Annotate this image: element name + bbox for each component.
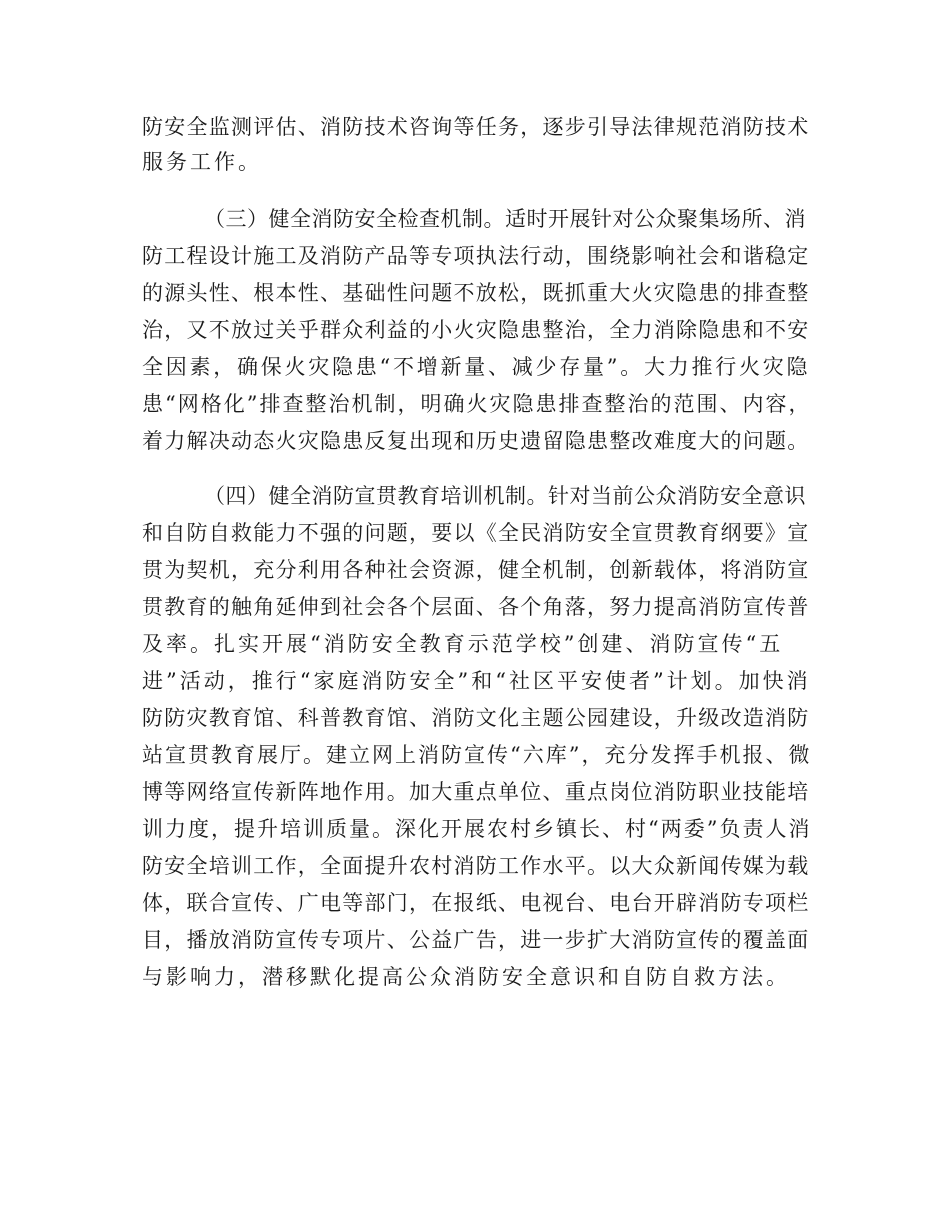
text-line: 服务工作。 bbox=[142, 150, 262, 174]
text-line: 与影响力，潜移默化提高公众消防安全意识和自防自救方法。 bbox=[142, 965, 790, 989]
text-line: 站宣贯教育展厅。建立网上消防宣传“六库”，充分发挥手机报、微 bbox=[142, 743, 812, 767]
text-line: 患“网格化”排查整治机制，明确火灾隐患排查整治的范围、内容， bbox=[142, 392, 812, 416]
text-line: 和自防自救能力不强的问题，要以《全民消防安全宣贯教育纲要》宣 bbox=[142, 521, 810, 545]
text-line: 防防灾教育馆、科普教育馆、消防文化主题公园建设，升级改造消防 bbox=[142, 706, 810, 730]
text-line: 训力度，提升培训质量。深化开展农村乡镇长、村“两委”负责人消 bbox=[142, 817, 812, 841]
text-line: 体，联合宣传、广电等部门，在报纸、电视台、电台开辟消防专项栏 bbox=[142, 891, 810, 915]
text-line: 贯为契机，充分利用各种社会资源，健全机制，创新载体，将消防宣 bbox=[142, 558, 810, 582]
text-line: 进”活动，推行“家庭消防安全”和“社区平安使者”计划。加快消 bbox=[142, 669, 811, 693]
text-line: 博等网络宣传新阵地作用。加大重点单位、重点岗位消防职业技能培 bbox=[142, 780, 810, 804]
text-line: 贯教育的触角延伸到社会各个层面、各个角落，努力提高消防宣传普 bbox=[142, 595, 810, 619]
text-line: 防工程设计施工及消防产品等专项执法行动，围绕影响社会和谐稳定 bbox=[142, 244, 810, 268]
text-line: 全因素，确保火灾隐患“不增新量、减少存量”。大力推行火灾隐 bbox=[142, 355, 811, 379]
text-line: 及率。扎实开展“消防安全教育示范学校”创建、消防宣传“五 bbox=[142, 632, 784, 656]
text-line: 防安全监测评估、消防技术咨询等任务，逐步引导法律规范消防技术 bbox=[142, 115, 810, 139]
text-line: 的源头性、根本性、基础性问题不放松，既抓重大火灾隐患的排查整 bbox=[142, 281, 810, 305]
text-line: 目，播放消防宣传专项片、公益广告，进一步扩大消防宣传的覆盖面 bbox=[142, 928, 810, 952]
text-line: 着力解决动态火灾隐患反复出现和历史遗留隐患整改难度大的问题。 bbox=[142, 429, 810, 453]
paragraph-4-heading-line: （四）健全消防宣贯教育培训机制。针对当前公众消防安全意识 bbox=[204, 484, 806, 508]
text-line: 防安全培训工作，全面提升农村消防工作水平。以大众新闻传媒为载 bbox=[142, 854, 810, 878]
paragraph-3-heading-line: （三）健全消防安全检查机制。适时开展针对公众聚集场所、消 bbox=[204, 207, 806, 231]
text-line: 治，又不放过关乎群众利益的小火灾隐患整治，全力消除隐患和不安 bbox=[142, 318, 810, 342]
